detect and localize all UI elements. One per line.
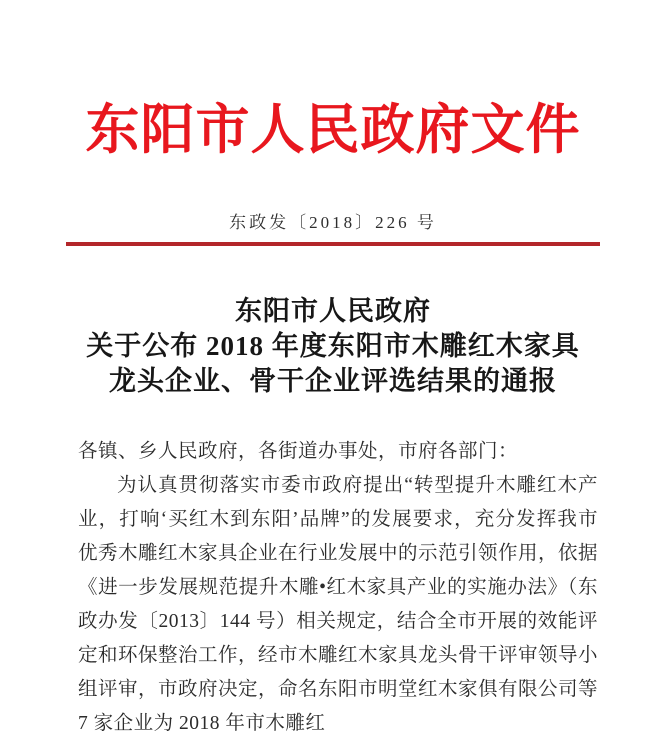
red-divider-line [66,242,600,246]
document-body [78,435,598,741]
body-paragraph: 为认真贯彻落实市委市政府提出“转型提升木雕红木产业，打响‘买红木到东阳’品牌”的发展要求，充分发挥我市优秀木雕红木家具企业在行业发展中的示范引领作用，依据《进一步发展规范提升木雕•红木家具产业的实施办法》（东政办发〔2013〕144 号）相关规定，结合全市开展的效能评定和环保整治工作，经市木雕红木家具龙头骨干评审领导小组评审，市政府决定，命名东阳市明堂红木家俱有限公司等 7 家企业为 2018 年市木雕红 [78,475,599,734]
document-title-line-1: 东阳市人民政府 [235,296,431,326]
salutation-line: 各镇、乡人民政府，各街道办事处，市府各部门： [78,441,519,462]
government-letterhead: 东阳市人民政府文件 [85,100,581,160]
document-title [0,294,666,399]
document-title-line-2: 关于公布 2018 年度东阳市木雕红木家具 [86,331,580,361]
document-title-line-3: 龙头企业、骨干企业评选结果的通报 [109,366,557,396]
document-number: 东政发〔2018〕226 号 [229,213,437,232]
